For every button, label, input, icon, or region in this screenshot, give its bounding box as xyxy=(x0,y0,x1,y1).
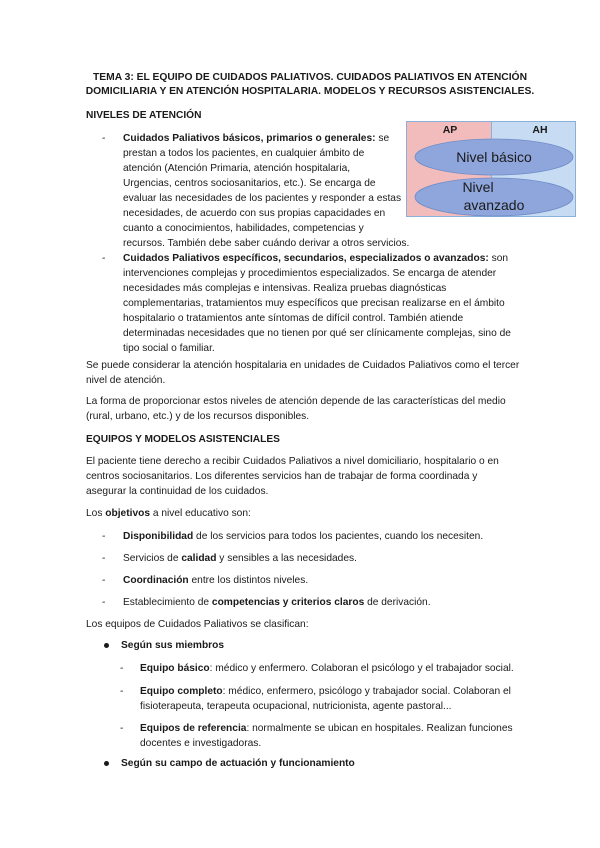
nivel-basico-label: Nivel básico xyxy=(456,149,532,165)
dash-marker: - xyxy=(102,597,106,608)
nivel-avanzado-label-2: avanzado xyxy=(463,197,525,213)
levels-diagram-svg xyxy=(406,121,576,218)
dash-marker: - xyxy=(102,553,106,564)
paragraph-objetivos: Los objetivos a nivel educativo son: xyxy=(86,508,251,519)
ap-label: AP xyxy=(442,124,458,136)
dash-marker: - xyxy=(102,133,106,144)
bullet-marker xyxy=(104,643,109,648)
paragraph-tercer-nivel: Se puede considerar la atención hospitalaria en unidades de Cuidados Paliativos como el tercer nivel de atención. xyxy=(86,360,520,386)
nivel-avanzado-label-1: Nivel xyxy=(462,179,494,195)
dash-marker: - xyxy=(120,723,124,734)
page-title xyxy=(60,71,560,99)
dash-marker: - xyxy=(102,253,106,264)
section-heading-niveles: NIVELES DE ATENCIÓN xyxy=(86,110,202,121)
item-label: Cuidados Paliativos específicos, secundarios, especializados o avanzados: xyxy=(123,253,489,264)
levels-diagram xyxy=(406,121,576,218)
document-page: TEMA 3: EL EQUIPO DE CUIDADOS PALIATIVOS. CUIDADOS PALIATIVOS EN ATENCIÓN DOMICILIARIA Y EN ATENCIÓN HOSPITALARIA. MODELOS Y RECURSOS ASISTENCIALES. NIVELES DE ATENCIÓN - Cuidados Paliativos básicos, primarios o generales: se prestan a todos los pacientes, en cualquier ámbito de atención (Atención Primaria, atención hospitalaria, Urgencias, centros sociosanitarios, etc.). Se encarga de evaluar las necesidades de los pacientes y responder a estas necesidades, de acuerdo con sus propias capacidades en cuanto a conocimientos, habilidades, competencias y recursos. También debe saber cuándo derivar a otros servicios. AP AH Nivel básico Nivel avanzado - Cuidados Paliativos específicos, secundarios, especializados o avanzados: son intervenciones complejas y procedimientos especializados. Se encarga de atender necesidades más complejas e intensivas. Realiza pruebas diagnósticas complementarias, tratamientos muy específicos que precisan realizarse en el ámbito hospitalario o tratamientos ante síntomas de difícil control. También atiende determinadas necesidades que no tienen por qué ser clínicamente complejas, sino de tipo social o familiar. Se puede considerar la atención hospitalaria en unidades de Cuidados Paliativos como el tercer nivel de atención. La forma de proporcionar estos niveles de atención depende de las características del medio (rural, urbano, etc.) y de los recursos disponibles. EQUIPOS Y MODELOS ASISTENCIALES El paciente tiene derecho a recibir Cuidados Paliativos a nivel domiciliario, hospitalario o en centros sociosanitarios. Los diferentes servicios han de trabajar de forma coordinada y asegurar la continuidad de los cuidados. Los objetivos a nivel educativo son: - Disponibilidad de los servicios para todos los pacientes, cuando los necesiten. - Servicios de calidad y sensibles a las necesidades. - Coordinación entre los distintos niveles. - Establecimiento de competencias y criterios claros de derivación. Los equipos de Cuidados Paliativos se clasifican: Según sus miembros - Equipo básico: médico y enfermero. Colaboran el psicólogo y el trabajador social. - Equipo completo: médico, enfermero, psicólogo y trabajador social. Colaboran el fisioterapeuta, terapeuta ocupacional, nutricionista, agente pastoral... - Equipos de referencia: normalmente se ubican en hospitales. Realizan funciones docentes e investigadoras. Según su campo de actuación y funcionamiento xyxy=(0,0,600,848)
section-heading-equipos: EQUIPOS Y MODELOS ASISTENCIALES xyxy=(86,434,280,445)
paragraph-derecho: El paciente tiene derecho a recibir Cuidados Paliativos a nivel domiciliario, hospitalario o en centros sociosanitarios. Los diferentes servicios han de trabajar de forma coordinada y asegurar la continuidad de los cuidados. xyxy=(86,456,499,497)
title-line-2: DOMICILIARIA Y EN ATENCIÓN HOSPITALARIA. MODELOS Y RECURSOS ASISTENCIALES. xyxy=(85,86,535,97)
item-label: Cuidados Paliativos básicos, primarios o generales: xyxy=(123,133,376,144)
bullet-marker xyxy=(104,761,109,766)
dash-marker: - xyxy=(120,686,124,697)
dash-marker: - xyxy=(102,575,106,586)
title-line-1: TEMA 3: EL EQUIPO DE CUIDADOS PALIATIVOS. CUIDADOS PALIATIVOS EN ATENCIÓN xyxy=(92,72,528,83)
ah-label: AH xyxy=(532,124,548,136)
paragraph-forma: La forma de proporcionar estos niveles de atención depende de las características del medio (rural, urbano, etc.) y de los recursos disponibles. xyxy=(86,396,506,422)
dash-marker: - xyxy=(120,663,124,674)
dash-marker: - xyxy=(102,531,106,542)
paragraph-clasifican: Los equipos de Cuidados Paliativos se clasifican: xyxy=(86,619,309,630)
